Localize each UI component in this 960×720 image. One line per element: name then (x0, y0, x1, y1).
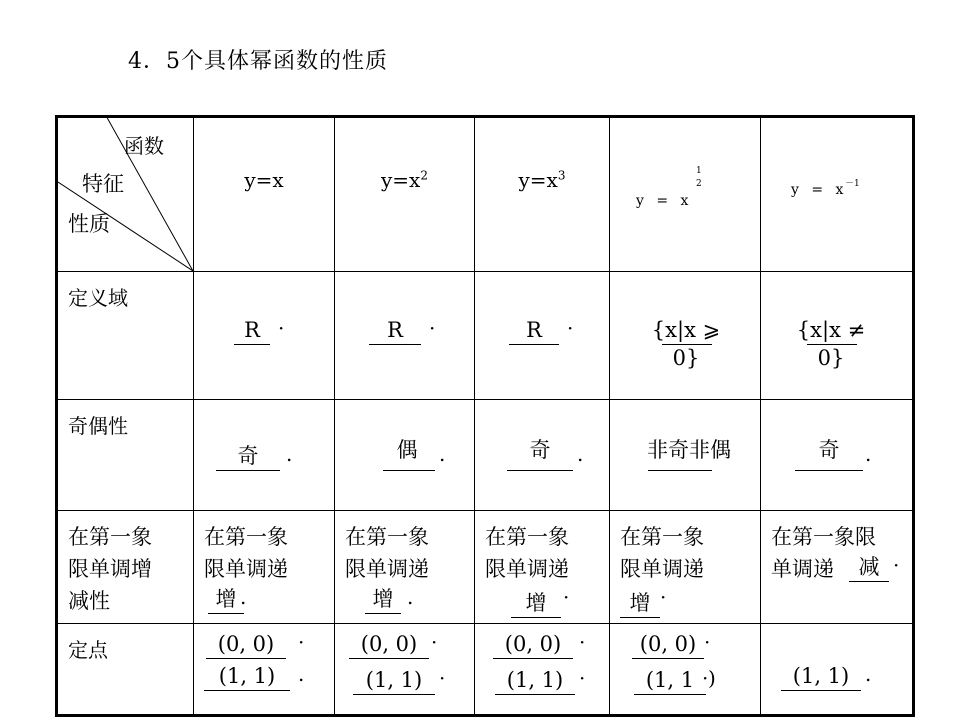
function-header-y-x2 (335, 117, 475, 272)
row-label-monotonicity: 在第一象 限单调增 减性 (57, 511, 194, 624)
function-label: y=x (381, 168, 421, 192)
answer-blank: 增 (208, 585, 244, 614)
parity-cell: 偶 . (335, 400, 475, 511)
function-label: y = x (636, 193, 693, 209)
answer-blank: 奇 (216, 442, 280, 471)
exponent: 3 (557, 168, 566, 183)
diag-label-property: 性质 (68, 212, 110, 236)
answer-blank: (1, 1 (634, 666, 706, 695)
answer-blank: 减 (849, 553, 889, 582)
exponent-fraction (696, 165, 702, 191)
answer-blank: 偶 (396, 438, 418, 462)
answer-blank: (0, 0) (493, 630, 573, 659)
function-header-y-x-neg1 (761, 117, 914, 272)
function-header-y-x (194, 117, 335, 272)
parity-row (57, 400, 914, 511)
exponent: 2 (420, 168, 428, 183)
answer-blank: (1, 1) (781, 662, 861, 691)
answer-blank: 非奇非偶 (647, 438, 731, 462)
answer-blank: (0, 0) (206, 630, 286, 659)
answer-blank: (1, 1) (204, 662, 290, 691)
header-row (57, 117, 914, 272)
domain-cell: R · (335, 272, 475, 400)
monotonicity-row (57, 511, 914, 624)
fixed-point-row (57, 624, 914, 716)
monotonicity-cell: 在第一象 限单调递 增 · (610, 511, 761, 624)
fraction-denominator: 2 (696, 179, 702, 189)
function-label: y=x (244, 168, 284, 192)
domain-cell (761, 272, 914, 400)
answer-blank: R (234, 316, 270, 345)
parity-cell: 奇 . (475, 400, 610, 511)
diag-label-feature: 特征 (82, 172, 124, 196)
fixed-point-cell: (0, 0) · (1, 1) · (335, 624, 475, 716)
monotonicity-cell: 在第一象 限单调递 增 . (194, 511, 335, 624)
answer-blank: {x|x ⩾ 0} (651, 318, 721, 370)
answer-blank: 奇 (818, 438, 840, 462)
answer-blank: R (369, 316, 421, 345)
row-label-domain: 定义域 (57, 272, 194, 400)
fixed-point-cell: (0, 0) · (1, 1) . (194, 624, 335, 716)
answer-blank: 增 (620, 589, 660, 618)
parity-cell: 奇 . (194, 400, 335, 511)
row-label-fixed-point: 定点 (57, 624, 194, 716)
parity-cell (610, 400, 761, 511)
answer-blank: (1, 1) (495, 666, 575, 695)
answer-blank: {x|x ≠ 0} (796, 318, 866, 370)
fraction-numerator: 1 (696, 166, 702, 176)
answer-blank: R (509, 316, 559, 345)
answer-blank: 增 (365, 585, 401, 614)
domain-cell (610, 272, 761, 400)
answer-blank: (0, 0) (349, 630, 429, 659)
monotonicity-cell: 在第一象 限单调递 增 · (475, 511, 610, 624)
monotonicity-cell: 在第一象 限单调递 增 . (335, 511, 475, 624)
function-header-y-x3 (475, 117, 610, 272)
power-function-properties-table (55, 115, 915, 717)
diagonal-header-cell (57, 117, 194, 272)
answer-blank: (1, 1) (353, 666, 435, 695)
domain-row (57, 272, 914, 400)
answer-blank: 增 (511, 589, 561, 618)
answer-blank: 奇 (529, 438, 551, 462)
parity-cell: 奇 . (761, 400, 914, 511)
fixed-point-cell: (0, 0) · (1, 1) · (475, 624, 610, 716)
row-label-parity: 奇偶性 (57, 400, 194, 511)
diag-label-function: 函数 (124, 134, 164, 158)
domain-cell: R · (194, 272, 335, 400)
domain-cell: R · (475, 272, 610, 400)
section-title: 4．5个具体幂函数的性质 (128, 49, 388, 74)
function-header-y-x-half (610, 117, 761, 272)
fixed-point-cell: (0, 0) · (1, 1 · ) (610, 624, 761, 716)
exponent: －1 (845, 179, 860, 189)
fixed-point-cell: (1, 1) . (761, 624, 914, 716)
monotonicity-cell: 在第一象限 单调递 减 · (761, 511, 914, 624)
function-label: y=x (518, 168, 558, 192)
answer-blank: (0, 0) (632, 630, 704, 659)
function-label: y = x (791, 182, 848, 198)
